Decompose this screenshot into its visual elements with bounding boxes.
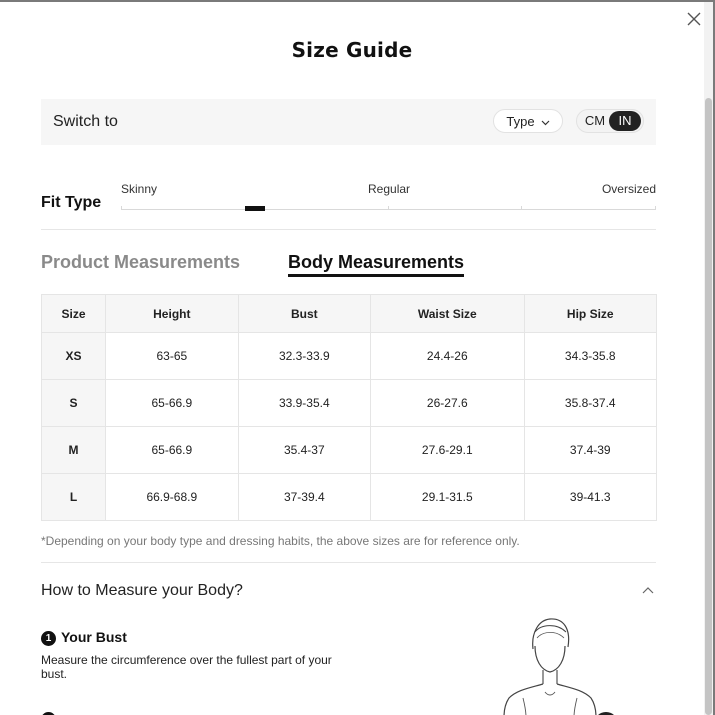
table-cell: XS xyxy=(42,333,106,380)
body-illustration xyxy=(495,614,625,715)
table-cell: 29.1-31.5 xyxy=(371,474,524,521)
step-bust-title xyxy=(41,629,127,646)
how-to-measure-title[interactable]: How to Measure your Body? xyxy=(41,582,243,599)
table-row xyxy=(42,333,657,380)
unit-toggle[interactable] xyxy=(576,109,644,133)
header-bust: Bust xyxy=(238,295,370,333)
fit-scale-tick xyxy=(655,206,656,210)
fit-scale-tick xyxy=(521,206,522,210)
table-row xyxy=(42,427,657,474)
table-row xyxy=(42,380,657,427)
header-size: Size xyxy=(42,295,106,333)
modal-title: Size Guide xyxy=(291,38,413,62)
fit-type-marker xyxy=(245,206,265,211)
unit-in-option[interactable]: IN xyxy=(609,111,641,131)
table-cell: 32.3-33.9 xyxy=(238,333,370,380)
table-cell: 27.6-29.1 xyxy=(371,427,524,474)
step-bust-description: Measure the circumference over the fullest part of your bust. xyxy=(41,653,332,681)
table-cell: 26-27.6 xyxy=(371,380,524,427)
table-cell: 66.9-68.9 xyxy=(106,474,238,521)
type-button-label: Type xyxy=(506,114,535,129)
divider xyxy=(41,229,656,230)
table-cell: 37.4-39 xyxy=(524,427,657,474)
fit-scale-oversized: Oversized xyxy=(601,182,656,196)
chevron-down-icon xyxy=(541,120,550,126)
fit-type-scale xyxy=(121,182,656,212)
unit-switch-bar xyxy=(41,99,656,145)
table-cell: 37-39.4 xyxy=(238,474,370,521)
type-dropdown-button[interactable] xyxy=(493,109,563,133)
header-height: Height xyxy=(106,295,238,333)
table-cell: 24.4-26 xyxy=(371,333,524,380)
close-icon[interactable] xyxy=(685,10,703,28)
table-cell: L xyxy=(42,474,106,521)
table-cell: M xyxy=(42,427,106,474)
active-tab-underline xyxy=(288,274,464,277)
header-waist: Waist Size xyxy=(371,295,524,333)
fit-scale-tick xyxy=(121,206,122,210)
step-number-badge: 1 xyxy=(41,631,56,646)
table-cell: S xyxy=(42,380,106,427)
size-guide-modal xyxy=(0,2,713,715)
size-table xyxy=(41,294,657,521)
scrollbar-track[interactable] xyxy=(704,2,713,715)
fit-scale-regular: Regular xyxy=(368,182,411,196)
tab-body-measurements[interactable]: Body Measurements xyxy=(288,252,465,272)
table-cell: 35.8-37.4 xyxy=(524,380,657,427)
tab-product-measurements[interactable]: Product Measurements xyxy=(41,252,241,272)
header-hip: Hip Size xyxy=(524,295,657,333)
table-cell: 63-65 xyxy=(106,333,238,380)
table-cell: 65-66.9 xyxy=(106,427,238,474)
fit-scale-skinny: Skinny xyxy=(121,182,158,196)
table-cell: 33.9-35.4 xyxy=(238,380,370,427)
switch-to-label: Switch to xyxy=(53,113,118,130)
table-header-row xyxy=(42,295,657,333)
table-row xyxy=(42,474,657,521)
step-title-text: Your Bust xyxy=(61,629,127,645)
table-cell: 34.3-35.8 xyxy=(524,333,657,380)
table-cell: 35.4-37 xyxy=(238,427,370,474)
table-cell: 39-41.3 xyxy=(524,474,657,521)
divider xyxy=(41,562,656,563)
scrollbar-thumb[interactable] xyxy=(705,98,712,715)
fit-scale-tick xyxy=(388,206,389,210)
reference-note: *Depending on your body type and dressing habits, the above sizes are for reference only. xyxy=(41,534,520,548)
unit-cm-option[interactable]: CM xyxy=(584,113,606,128)
chevron-up-icon[interactable] xyxy=(642,586,654,594)
table-cell: 65-66.9 xyxy=(106,380,238,427)
fit-type-label: Fit Type xyxy=(41,194,102,211)
